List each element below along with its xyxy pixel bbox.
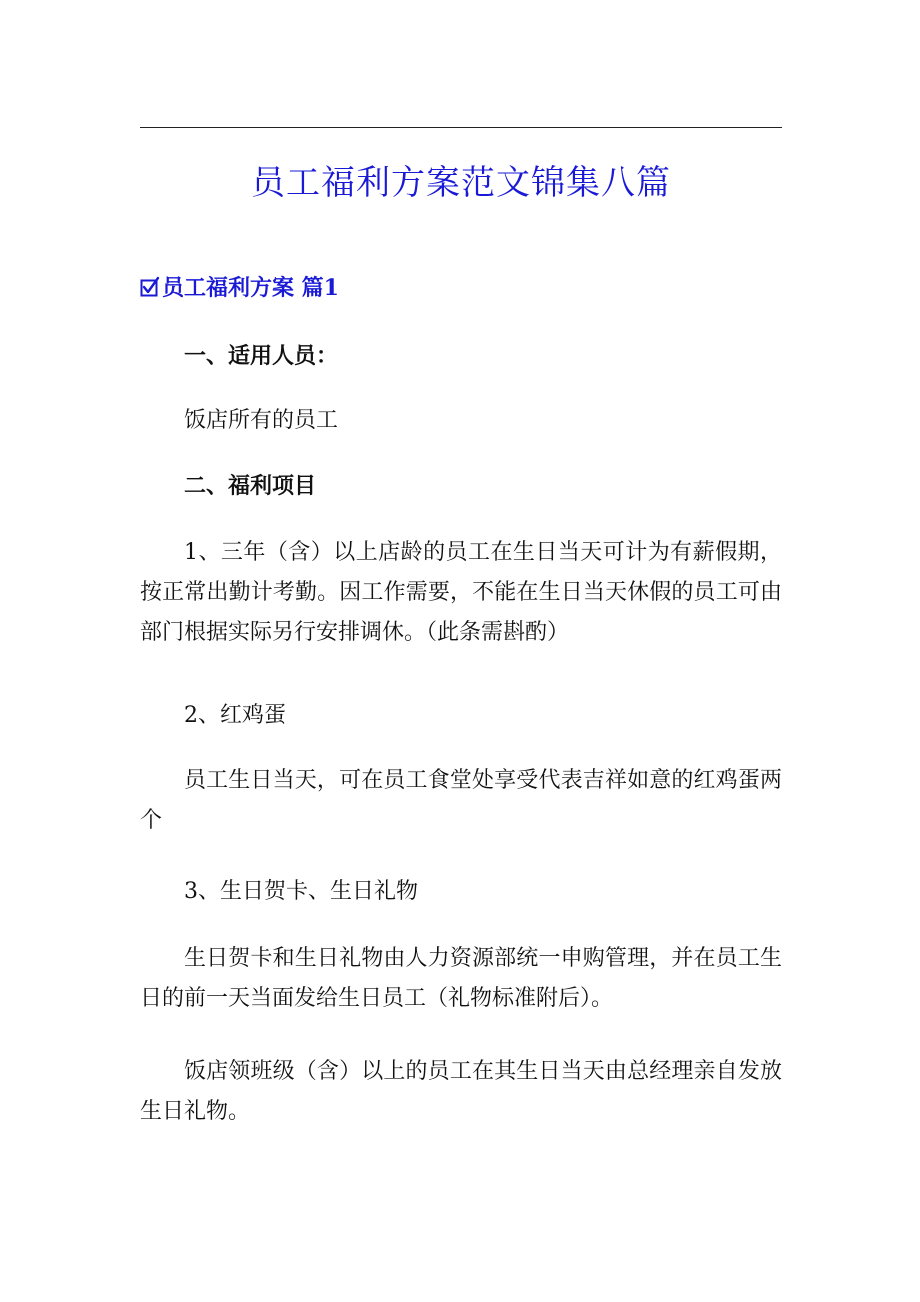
paragraph-applicable-staff-heading: 一、适用人员： — [184, 343, 339, 369]
paragraph-red-eggs: 员工生日当天，可在员工食堂处享受代表吉祥如意的红鸡蛋两个 — [140, 768, 782, 833]
checkbox-checked-icon — [140, 275, 160, 307]
paragraph-applicable-staff: 饭店所有的员工 — [184, 408, 339, 433]
paragraph-cards-gifts-heading: 3、生日贺卡、生日礼物 — [184, 879, 418, 904]
paragraph-red-eggs-heading: 2、红鸡蛋 — [184, 703, 286, 728]
section-heading — [140, 272, 339, 307]
paragraph-birthday-leave: 1、三年（含）以上店龄的员工在生日当天可计为有薪假期，按正常出勤计考勤。因工作需要，不能在生日当天休假的员工可由部门根据实际另行安排调休。（此条需斟酌） — [140, 540, 782, 645]
header-rule — [140, 127, 782, 128]
paragraph-cards-gifts: 生日贺卡和生日礼物由人力资源部统一申购管理，并在员工生日的前一天当面发给生日员工（礼物标准附后）。 — [140, 946, 782, 1011]
section-heading-text: 员工福利方案 篇1 — [162, 275, 339, 301]
paragraph-benefit-items-heading: 二、福利项目 — [184, 473, 317, 499]
paragraph-manager-gifts: 饭店领班级（含）以上的员工在其生日当天由总经理亲自发放生日礼物。 — [140, 1059, 782, 1124]
document-title: 员工福利方案范文锦集八篇 — [251, 163, 671, 203]
